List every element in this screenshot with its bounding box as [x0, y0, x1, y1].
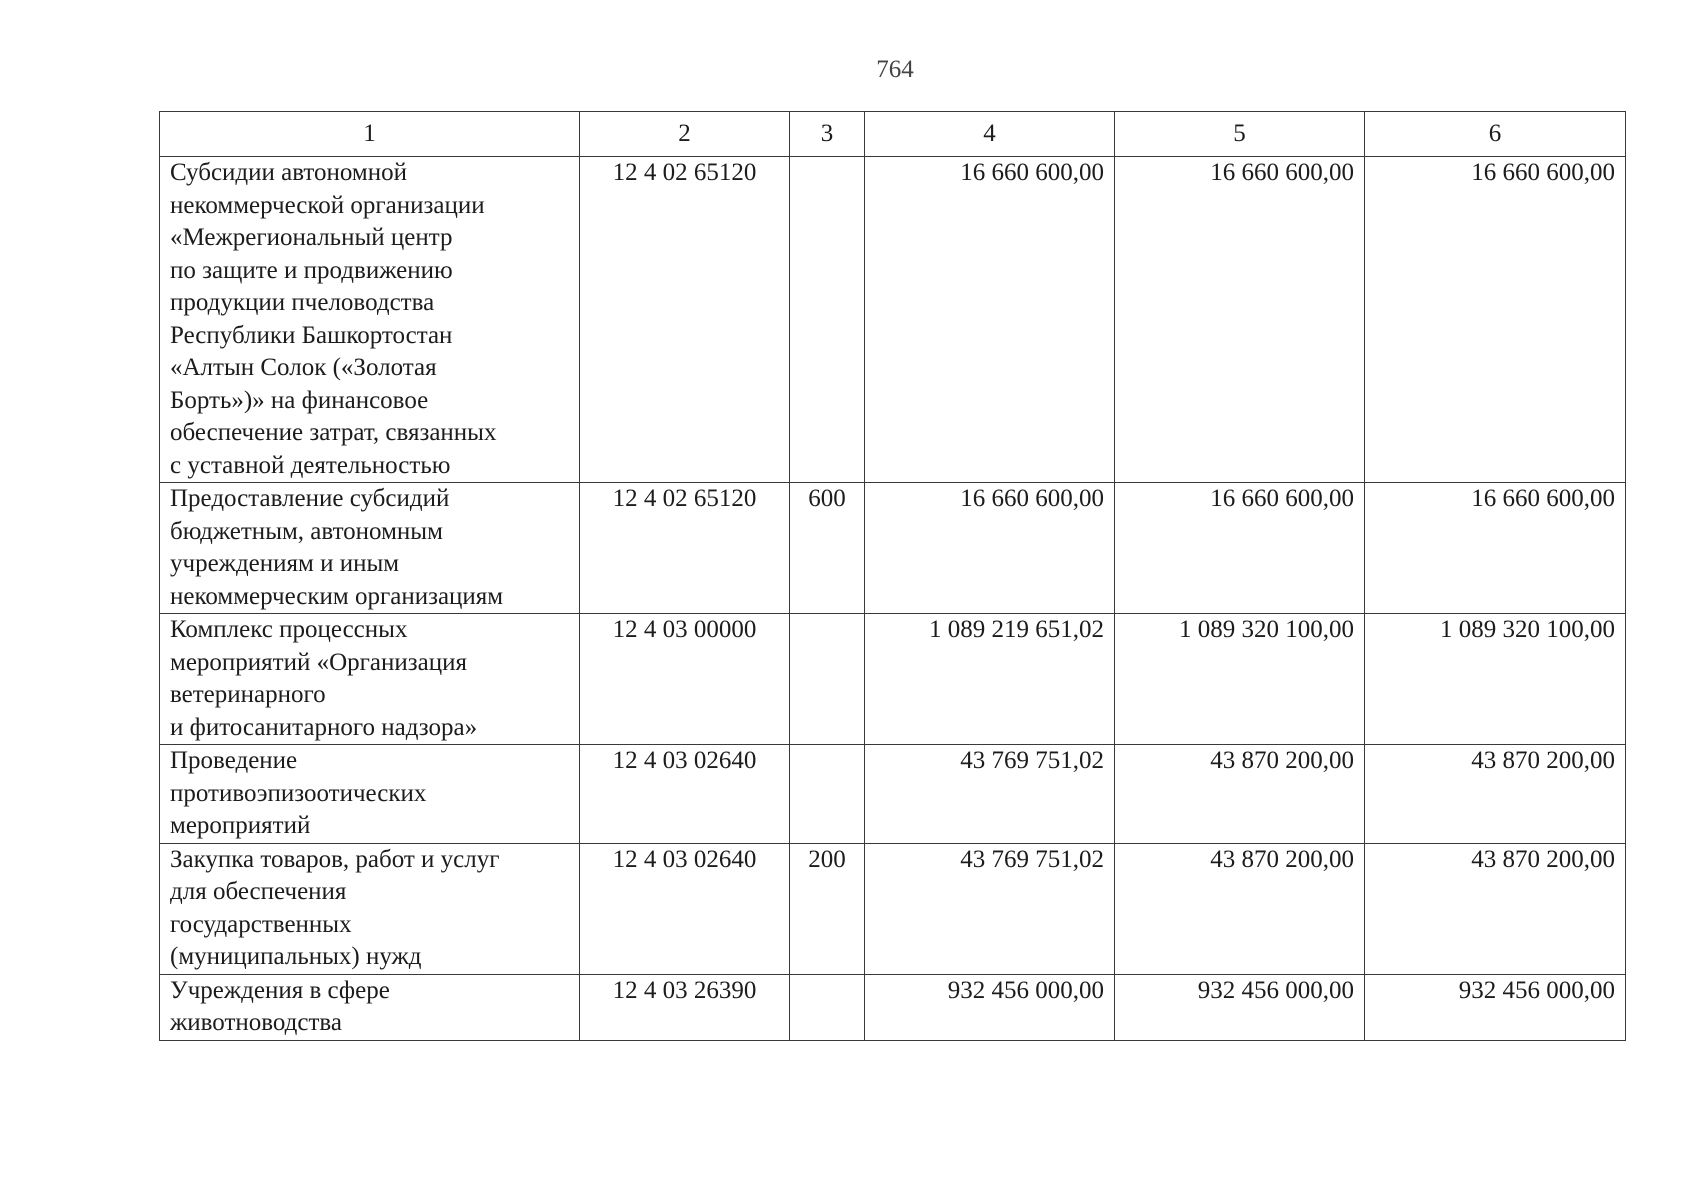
row-name-line: мероприятий «Организация [170, 648, 467, 676]
row-value-col5: 932 456 000,00 [1115, 974, 1365, 1040]
row-value-col5: 43 870 200,00 [1115, 745, 1365, 844]
table-row [160, 745, 1626, 844]
row-name-line: Проведение [170, 747, 298, 774]
row-name-line: продукции пчеловодства [170, 289, 435, 316]
row-code-cell: 12 4 03 00000 [580, 614, 790, 745]
row-type-cell [790, 745, 865, 844]
row-name-cell [160, 974, 580, 1040]
header-col-1: 1 [160, 112, 580, 157]
row-code-cell: 12 4 02 65120 [580, 483, 790, 614]
header-col-6: 6 [1365, 112, 1626, 157]
row-name-line: животноводства [170, 1009, 342, 1036]
row-name-line: Субсидии автономной [170, 159, 407, 186]
row-name-line: по защите и продвижению [170, 256, 453, 284]
page-number: 764 [876, 56, 914, 83]
row-value-col5: 16 660 600,00 [1115, 483, 1365, 614]
table-row [160, 614, 1626, 745]
row-name-cell [160, 843, 580, 974]
table-row [160, 483, 1626, 614]
row-name-cell [160, 614, 580, 745]
header-row [160, 112, 1626, 157]
row-name-line: «Межрегиональный центр [170, 224, 453, 251]
row-value-col6: 1 089 320 100,00 [1365, 614, 1626, 745]
row-name-cell [160, 483, 580, 614]
row-name-line: Закупка товаров, работ и услуг [170, 845, 500, 873]
row-name-line: Республики Башкортостан [170, 321, 453, 349]
row-value-col4: 43 769 751,02 [865, 745, 1115, 844]
row-value-col4: 16 660 600,00 [865, 483, 1115, 614]
row-name-line: ветеринарного [170, 681, 326, 708]
header-col-3: 3 [790, 112, 865, 157]
row-code-cell: 12 4 03 26390 [580, 974, 790, 1040]
row-name-line: для обеспечения [170, 878, 347, 905]
row-code-cell: 12 4 03 02640 [580, 745, 790, 844]
row-value-col6: 16 660 600,00 [1365, 483, 1626, 614]
row-value-col5: 43 870 200,00 [1115, 843, 1365, 974]
row-name-line: мероприятий [170, 812, 311, 839]
row-value-col4: 43 769 751,02 [865, 843, 1115, 974]
row-name-line: и фитосанитарного надзора» [170, 713, 478, 741]
row-name-line: некоммерческой организации [170, 191, 485, 219]
header-col-2: 2 [580, 112, 790, 157]
row-value-col4: 16 660 600,00 [865, 157, 1115, 483]
row-type-cell [790, 974, 865, 1040]
budget-table [159, 111, 1626, 1041]
row-value-col6: 16 660 600,00 [1365, 157, 1626, 483]
row-name-line: (муниципальных) нужд [170, 943, 422, 970]
table-row [160, 157, 1626, 483]
row-name-line: бюджетным, автономным [170, 517, 443, 545]
row-name-line: государственных [170, 910, 352, 938]
row-value-col6: 43 870 200,00 [1365, 745, 1626, 844]
row-name-line: обеспечение затрат, связанных [170, 419, 497, 446]
table-body [160, 157, 1626, 1041]
row-type-cell [790, 157, 865, 483]
row-type-cell: 200 [790, 843, 865, 974]
row-name-line: Борть»)» на финансовое [170, 386, 429, 414]
table-row [160, 974, 1626, 1040]
row-name-line: Комплекс процессных [170, 616, 408, 643]
row-value-col4: 1 089 219 651,02 [865, 614, 1115, 745]
row-name-cell [160, 745, 580, 844]
row-value-col6: 43 870 200,00 [1365, 843, 1626, 974]
row-name-line: Учреждения в сфере [170, 976, 390, 1004]
header-col-5: 5 [1115, 112, 1365, 157]
row-name-line: «Алтын Солок («Золотая [170, 354, 437, 381]
row-name-cell [160, 157, 580, 483]
row-value-col6: 932 456 000,00 [1365, 974, 1626, 1040]
header-col-4: 4 [865, 112, 1115, 157]
row-name-line: учреждениям и иным [170, 550, 400, 577]
row-value-col4: 932 456 000,00 [865, 974, 1115, 1040]
row-code-cell: 12 4 03 02640 [580, 843, 790, 974]
row-code-cell: 12 4 02 65120 [580, 157, 790, 483]
row-name-line: противоэпизоотических [170, 779, 427, 807]
row-type-cell: 600 [790, 483, 865, 614]
row-value-col5: 1 089 320 100,00 [1115, 614, 1365, 745]
row-name-line: с уставной деятельностью [170, 451, 451, 479]
row-name-line: некоммерческим организациям [170, 582, 504, 610]
table-row [160, 843, 1626, 974]
row-name-line: Предоставление субсидий [170, 485, 450, 512]
row-value-col5: 16 660 600,00 [1115, 157, 1365, 483]
row-type-cell [790, 614, 865, 745]
